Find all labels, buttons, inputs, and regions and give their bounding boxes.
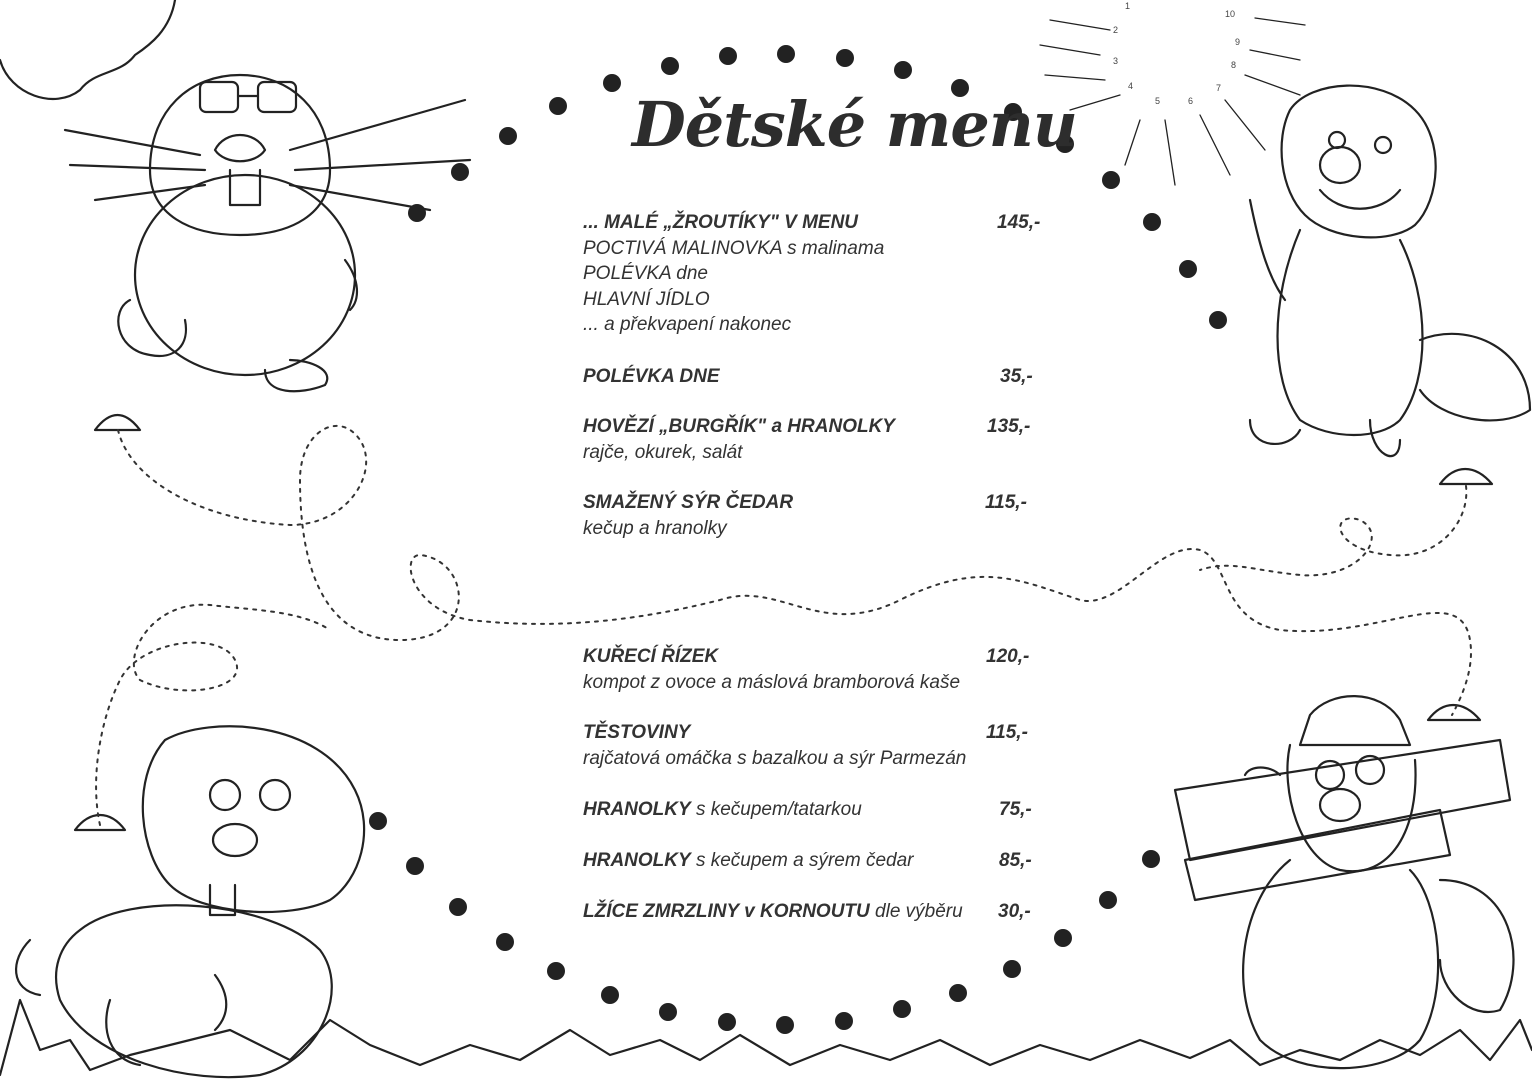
bird-icon [95,415,140,430]
sun-number: 5 [1155,96,1161,106]
item-price: 135,- [987,416,1031,437]
item-suffix: s kečupem a sýrem čedar [690,850,914,871]
beaver-lying-illustration [16,726,364,1077]
bird-icon [1440,469,1492,484]
item-name: ... MALÉ „ŽROUTÍKY" V MENU [583,212,859,233]
menu-title: Dětské menu [632,88,1077,161]
item-suffix: s kečupem/tatarkou [690,799,862,820]
item-description: rajčatová omáčka s bazalkou a sýr Parmezán [583,747,967,769]
menu-item [583,797,1053,823]
menu-item [583,414,1053,465]
item-name: LŽÍCE ZMRZLINY v KORNOUTU [583,901,870,922]
menu-item [583,490,1053,541]
sun-icon [1040,18,1305,185]
sun-number: 8 [1231,60,1237,70]
sun-number: 4 [1128,81,1134,91]
item-price: 120,- [986,646,1030,667]
menu-item [583,848,1053,874]
menu-item [583,899,1053,925]
item-name: HOVĚZÍ „BURGŘÍK" a HRANOLKY [583,416,895,437]
sun-number: 10 [1225,9,1236,19]
item-description: kečup a hranolky [583,517,727,539]
item-description: kompot z ovoce a máslová bramborová kaše [583,671,961,693]
item-name: SMAŽENÝ SÝR ČEDAR [583,492,794,513]
item-price: 145,- [997,212,1041,233]
sun-number: 6 [1188,96,1194,106]
item-name: HRANOLKY [583,799,691,820]
item-price: 115,- [985,492,1027,513]
item-price: 30,- [998,901,1031,922]
bird-icon [1428,705,1480,720]
menu-item [583,720,1053,771]
beaver-illustration [1250,86,1530,456]
menu-item [583,210,1053,338]
beaver-helmet-illustration [1175,696,1514,1068]
item-price: 85,- [999,850,1032,871]
item-price: 115,- [986,722,1028,743]
sun-number: 2 [1113,25,1119,35]
menu-item [583,364,1053,390]
item-description: POLÉVKA dne [583,263,708,284]
item-price: 75,- [999,799,1032,820]
item-description: HLAVNÍ JÍDLO [583,288,710,310]
item-price: 35,- [1000,366,1033,387]
item-name: KUŘECÍ ŘÍZEK [583,646,719,667]
cloud-icon [0,0,175,99]
sun-number: 9 [1235,37,1241,47]
item-name: TĚSTOVINY [583,722,691,743]
item-name: HRANOLKY [583,850,691,871]
item-name: POLÉVKA DNE [583,366,720,387]
sun-number: 1 [1125,1,1131,11]
item-suffix: dle výběru [869,901,963,922]
item-description: POCTIVÁ MALINOVKA s malinama [583,237,885,259]
item-description: rajče, okurek, salát [583,441,743,463]
sun-number: 3 [1113,56,1119,66]
gopher-glasses-illustration [65,75,470,391]
menu-item [583,644,1053,695]
sun-number: 7 [1216,83,1222,93]
item-description: ... a překvapení nakonec [583,314,792,335]
